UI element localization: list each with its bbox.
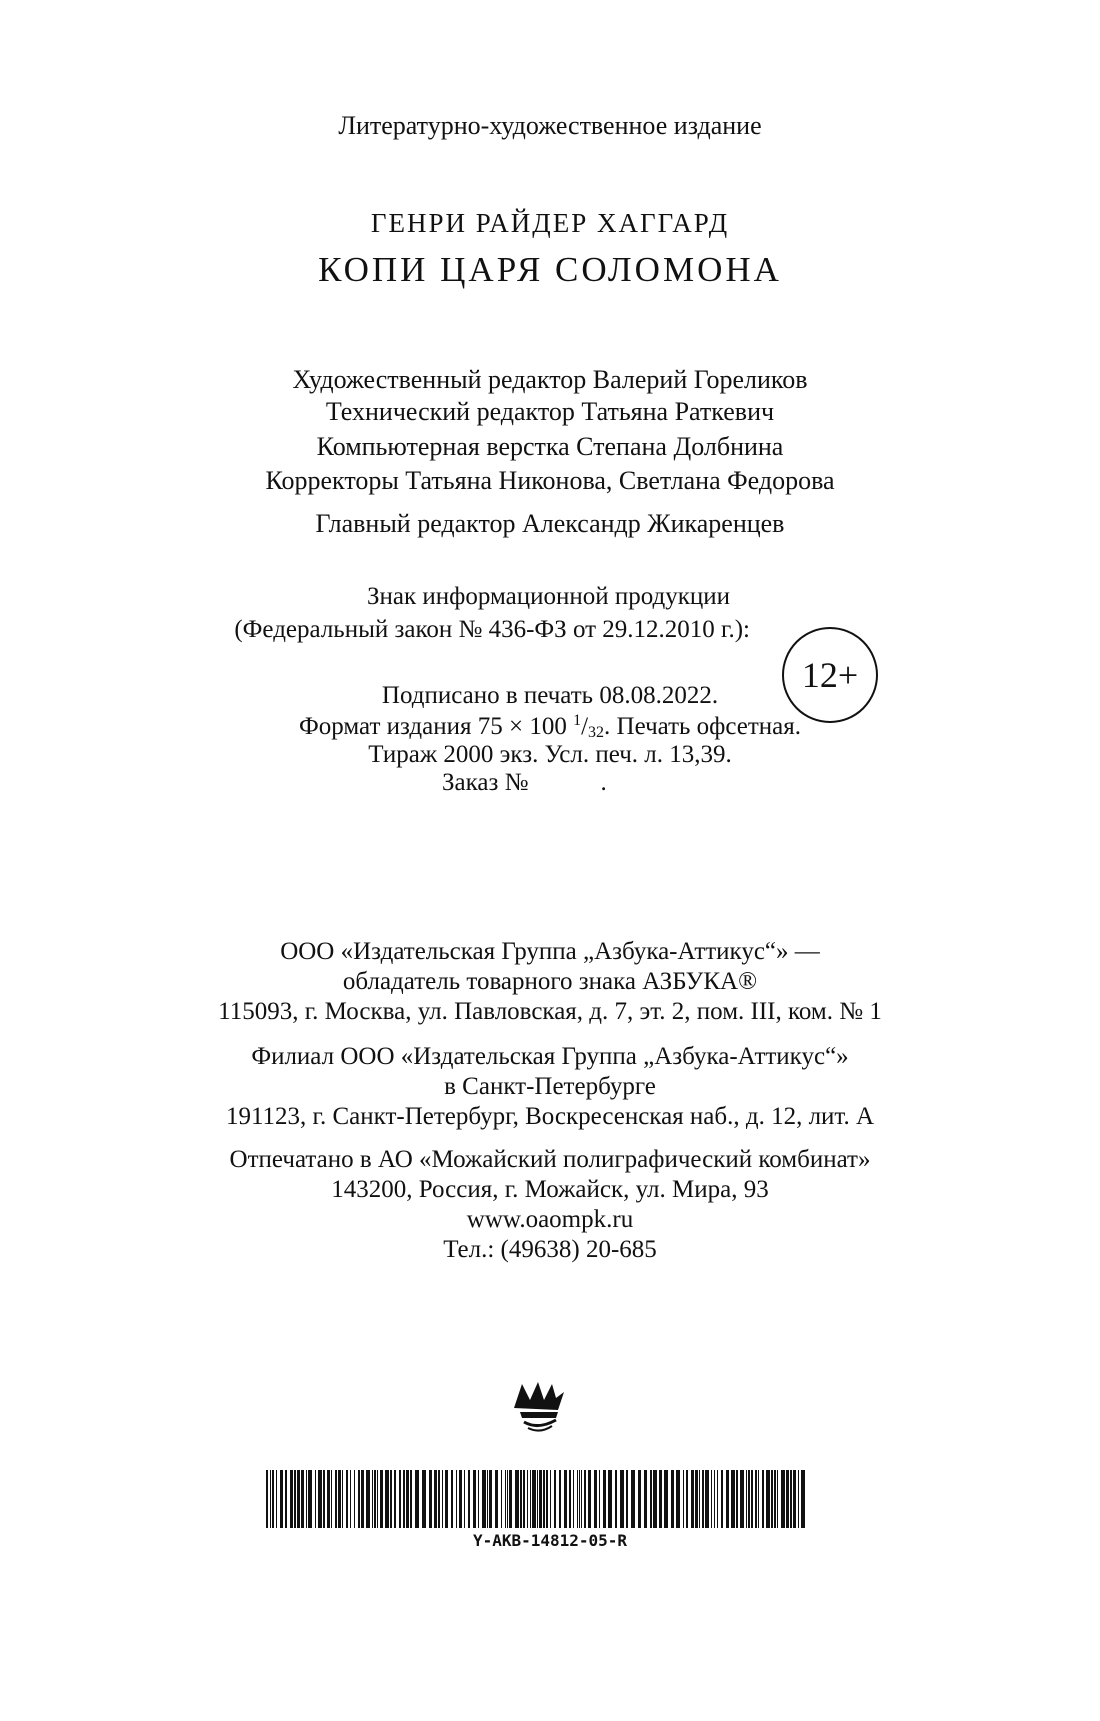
format-suffix: . Печать офсетная. bbox=[604, 713, 802, 740]
chief-editor: Главный редактор Александр Жикаренцев bbox=[315, 509, 785, 538]
publisher-line: ООО «Издательская Группа „Азбука-Аттикус“» — bbox=[280, 938, 820, 965]
format-line bbox=[0, 712, 1100, 742]
signed-date: Подписано в печать 08.08.2022. bbox=[381, 682, 719, 709]
age-rating-badge: 12+ bbox=[782, 627, 878, 723]
credit-line: Компьютерная верстка Степана Долбнина bbox=[316, 432, 784, 461]
publisher-address: 115093, г. Москва, ул. Павловская, д. 7, эт. 2, пом. III, ком. № 1 bbox=[218, 998, 882, 1025]
publisher-line: обладатель товарного знака АЗБУКА® bbox=[342, 968, 758, 995]
format-prefix: Формат издания 75 × 100 bbox=[298, 713, 574, 740]
author-name: ГЕНРИ РАЙДЕР ХАГГАРД bbox=[370, 208, 730, 238]
order-end: . bbox=[600, 769, 607, 796]
printer-address: 143200, Россия, г. Можайск, ул. Мира, 93 bbox=[331, 1176, 769, 1203]
order-label: Заказ № bbox=[442, 769, 529, 796]
circulation-line: Тираж 2000 экз. Усл. печ. л. 13,39. bbox=[368, 741, 732, 768]
barcode-icon bbox=[266, 1470, 806, 1528]
info-sign-line2: (Федеральный закон № 436-ФЗ от 29.12.2010 г.): bbox=[234, 616, 750, 643]
credit-line: Корректоры Татьяна Никонова, Светлана Федорова bbox=[265, 466, 835, 495]
mpk-crown-logo-icon bbox=[512, 1378, 566, 1434]
branch-line: Филиал ООО «Издательская Группа „Азбука-Аттикус“» bbox=[251, 1043, 849, 1070]
credit-line: Художественный редактор Валерий Гореликов bbox=[292, 365, 808, 394]
edition-type: Литературно-художественное издание bbox=[338, 111, 762, 140]
printer-line: Отпечатано в АО «Можайский полиграфический комбинат» bbox=[229, 1146, 871, 1173]
format-slash: / bbox=[581, 713, 589, 740]
printer-phone: Тел.: (49638) 20-685 bbox=[443, 1236, 657, 1263]
format-numerator: 1 bbox=[573, 712, 582, 729]
barcode-text: Y-AKB-14812-05-R bbox=[472, 1531, 628, 1550]
credit-line: Технический редактор Татьяна Раткевич bbox=[325, 397, 775, 426]
branch-line: в Санкт-Петербурге bbox=[444, 1073, 656, 1100]
order-line bbox=[442, 769, 607, 797]
printer-website: www.oaompk.ru bbox=[466, 1206, 634, 1233]
format-denominator: 32 bbox=[588, 724, 605, 741]
info-sign-line1: Знак информационной продукции bbox=[366, 583, 730, 610]
branch-address: 191123, г. Санкт-Петербург, Воскресенская наб., д. 12, лит. А bbox=[225, 1103, 875, 1130]
book-title: КОПИ ЦАРЯ СОЛОМОНА bbox=[318, 250, 782, 289]
